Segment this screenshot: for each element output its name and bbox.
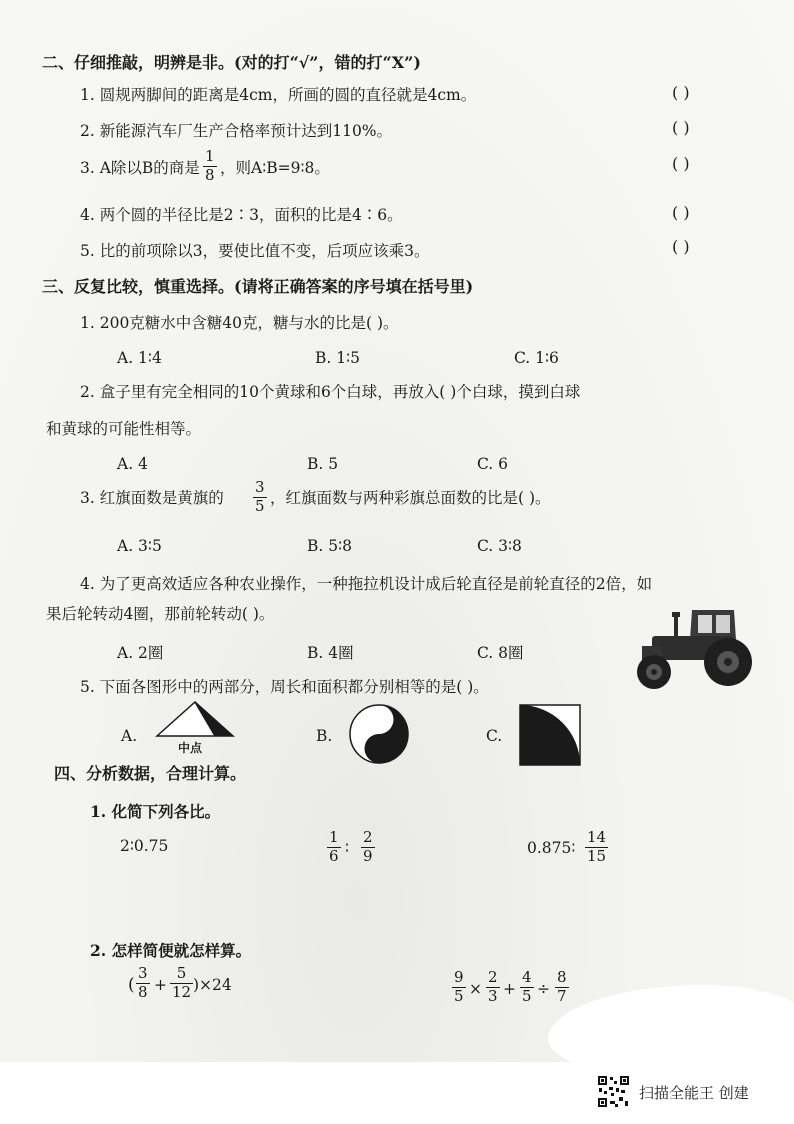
midpoint-label: 中点 [178, 741, 203, 755]
q1-option-c[interactable]: C. 1∶6 [514, 349, 559, 367]
q5-option-a[interactable]: A. [121, 727, 138, 745]
triangle-figure [155, 700, 235, 740]
choice-q4-line1: 4. 为了更高效适应各种农业操作，一种拖拉机设计成后轮直径是前轮直径的2倍，如 [80, 575, 653, 593]
section-4-title: 四、分析数据，合理计算。 [54, 764, 247, 783]
tractor-image [632, 602, 756, 694]
calc-2-op1: × [469, 980, 482, 998]
choice-q1: 1. 200克糖水中含糖40克，糖与水的比是( )。 [80, 314, 399, 332]
answer-blank-2[interactable]: ( ) [672, 118, 690, 137]
calc-2-frac-b: 2 3 [488, 968, 498, 1005]
judge-item-5: 5. 比的前项除以3，要使比值不变，后项应该乘3。 [80, 242, 430, 260]
footer-label: 扫描全能王 创建 [639, 1084, 749, 1102]
sub-2-title: 2. 怎样简便就怎样算。 [90, 941, 252, 960]
q5-option-c[interactable]: C. [486, 727, 503, 745]
q2-option-c[interactable]: C. 6 [477, 455, 509, 473]
quarter-circle-square-figure [518, 703, 582, 767]
qr-code-icon[interactable] [597, 1075, 630, 1108]
q3-option-a[interactable]: A. 3∶5 [117, 537, 162, 555]
choice-q3-head: 3. 红旗面数是黄旗的 [80, 489, 224, 507]
ratio-expr-3-lead: 0.875∶ [527, 839, 576, 857]
calc-2-frac-c: 4 5 [522, 968, 532, 1005]
answer-blank-3[interactable]: ( ) [672, 154, 690, 173]
ratio-expr-3-frac: 14 15 [587, 828, 607, 865]
calc-1-plus: + [154, 976, 167, 994]
calc-2-op3: ÷ [537, 980, 550, 998]
calc-1-close: )×24 [193, 976, 232, 994]
section-2-title: 二、仔细推敲，明辨是非。(对的打“√”，错的打“X”) [42, 53, 421, 72]
judge-item-2: 2. 新能源汽车厂生产合格率预计达到110%。 [80, 122, 393, 140]
judge-item-1: 1. 圆规两脚间的距离是4cm，所画的圆的直径就是4cm。 [80, 86, 477, 104]
choice-q3-tail: ，红旗面数与两种彩旗总面数的比是( )。 [270, 489, 551, 507]
calc-1-open: ( [128, 975, 135, 995]
judge-item-3-tail: ，则A∶B=9∶8。 [220, 159, 330, 177]
calc-2-op2: + [503, 980, 516, 998]
sub-1-title: 1. 化简下列各比。 [90, 802, 221, 821]
q3-option-c[interactable]: C. 3∶8 [477, 537, 522, 555]
ratio-expr-1: 2∶0.75 [120, 837, 169, 855]
calc-1-frac-b: 5 12 [172, 964, 192, 1001]
q1-option-b[interactable]: B. 1∶5 [315, 349, 361, 367]
q3-option-b[interactable]: B. 5∶8 [307, 537, 353, 555]
choice-q5: 5. 下面各图形中的两部分，周长和面积都分别相等的是( )。 [80, 678, 489, 696]
fraction-three-fifths: 3 5 [255, 478, 265, 515]
q2-option-a[interactable]: A. 4 [117, 455, 148, 473]
section-3-title: 三、反复比较，慎重选择。(请将正确答案的序号填在括号里) [42, 277, 474, 296]
calc-2-frac-a: 9 5 [454, 968, 464, 1005]
answer-blank-1[interactable]: ( ) [672, 83, 690, 102]
q4-option-b[interactable]: B. 4圈 [307, 644, 354, 662]
calc-1-frac-a: 3 8 [138, 964, 148, 1001]
judge-item-3: 3. A除以B的商是 [80, 159, 200, 177]
q4-option-c[interactable]: C. 8圈 [477, 644, 524, 662]
q5-option-b[interactable]: B. [316, 727, 333, 745]
answer-blank-4[interactable]: ( ) [672, 203, 690, 222]
ratio-expr-2-sep: ∶ [345, 839, 350, 857]
ratio-expr-2-frac-a: 1 6 [329, 828, 339, 865]
yin-yang-figure [348, 703, 410, 765]
paper-glare [548, 985, 794, 1062]
fraction-one-eighth: 1 8 [205, 147, 215, 184]
judge-item-4: 4. 两个圆的半径比是2∶3，面积的比是4∶6。 [80, 206, 403, 224]
ratio-expr-2-frac-b: 2 9 [363, 828, 373, 865]
q2-option-b[interactable]: B. 5 [307, 455, 339, 473]
choice-q4-line2: 果后轮转动4圈，那前轮转动( )。 [46, 605, 275, 623]
q1-option-a[interactable]: A. 1∶4 [117, 349, 162, 367]
q4-option-a[interactable]: A. 2圈 [117, 644, 164, 662]
choice-q2-line2: 和黄球的可能性相等。 [46, 420, 202, 438]
calc-2-frac-d: 8 7 [557, 968, 567, 1005]
answer-blank-5[interactable]: ( ) [672, 237, 690, 256]
choice-q2-line1: 2. 盒子里有完全相同的10个黄球和6个白球，再放入( )个白球，摸到白球 [80, 383, 581, 401]
